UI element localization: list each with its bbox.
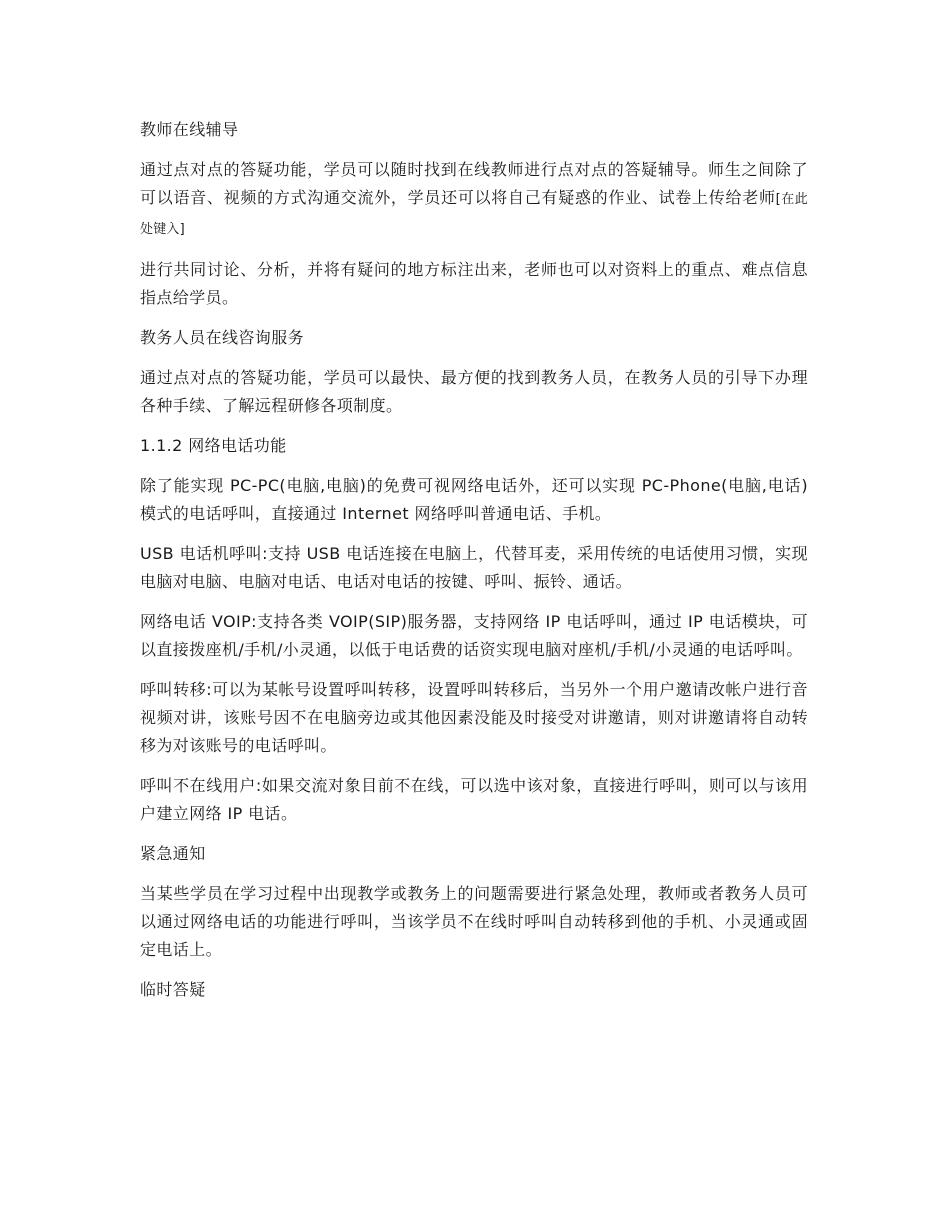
section-heading-network-phone: 1.1.2 网络电话功能 [140, 436, 287, 455]
paragraph-pc-phone: 除了能实现 PC-PC(电脑,电脑)的免费可视网络电话外，还可以实现 PC-Phone(电脑,电话)模式的电话呼叫，直接通过 Internet 网络呼叫普通电话、手机。 [140, 476, 808, 523]
section-heading-admin-consulting: 教务人员在线咨询服务 [140, 328, 305, 347]
section-heading-temporary-qa: 临时答疑 [140, 980, 206, 999]
paragraph-usb-phone: USB 电话机呼叫:支持 USB 电话连接在电脑上，代替耳麦，采用传统的电话使用习惯，实现电脑对电脑、电脑对电话、电话对电话的按键、呼叫、振铃、通话。 [140, 544, 808, 591]
paragraph-urgent-notice: 当某些学员在学习过程中出现教学或教务上的问题需要进行紧急处理，教师或者教务人员可以通过网络电话的功能进行呼叫，当该学员不在线时呼叫自动转移到他的手机、小灵通或固定电话上。 [140, 884, 808, 959]
paragraph-teacher-tutoring [140, 156, 808, 244]
paragraph-voip: 网络电话 VOIP:支持各类 VOIP(SIP)服务器，支持网络 IP 电话呼叫，通过 IP 电话模块，可以直接拨座机/手机/小灵通，以低于电话费的话资实现电脑对座机/手机/小灵通的电话呼叫。 [140, 612, 808, 659]
section-heading-urgent-notice: 紧急通知 [140, 844, 206, 863]
section-heading-teacher-tutoring: 教师在线辅导 [140, 120, 239, 139]
paragraph-admin-consulting: 通过点对点的答疑功能，学员可以最快、最方便的找到教务人员，在教务人员的引导下办理各种手续、了解远程研修各项制度。 [140, 368, 808, 415]
paragraph-discussion: 进行共同讨论、分析，并将有疑问的地方标注出来，老师也可以对资料上的重点、难点信息指点给学员。 [140, 260, 808, 307]
paragraph-text: 通过点对点的答疑功能，学员可以随时找到在线教师进行点对点的答疑辅导。师生之间除了可以语音、视频的方式沟通交流外，学员还可以将自己有疑惑的作业、试卷上传给老师 [140, 160, 808, 207]
paragraph-offline-call: 呼叫不在线用户:如果交流对象目前不在线，可以选中该对象，直接进行呼叫，则可以与该用户建立网络 IP 电话。 [140, 776, 808, 823]
document-body [140, 116, 808, 1016]
placeholder-text: [在此处键入] [140, 192, 808, 237]
paragraph-call-forwarding: 呼叫转移:可以为某帐号设置呼叫转移，设置呼叫转移后，当另外一个用户邀请改帐户进行音视频对讲，该账号因不在电脑旁边或其他因素没能及时接受对讲邀请，则对讲邀请将自动转移为对该账号的电话呼叫。 [140, 680, 808, 755]
